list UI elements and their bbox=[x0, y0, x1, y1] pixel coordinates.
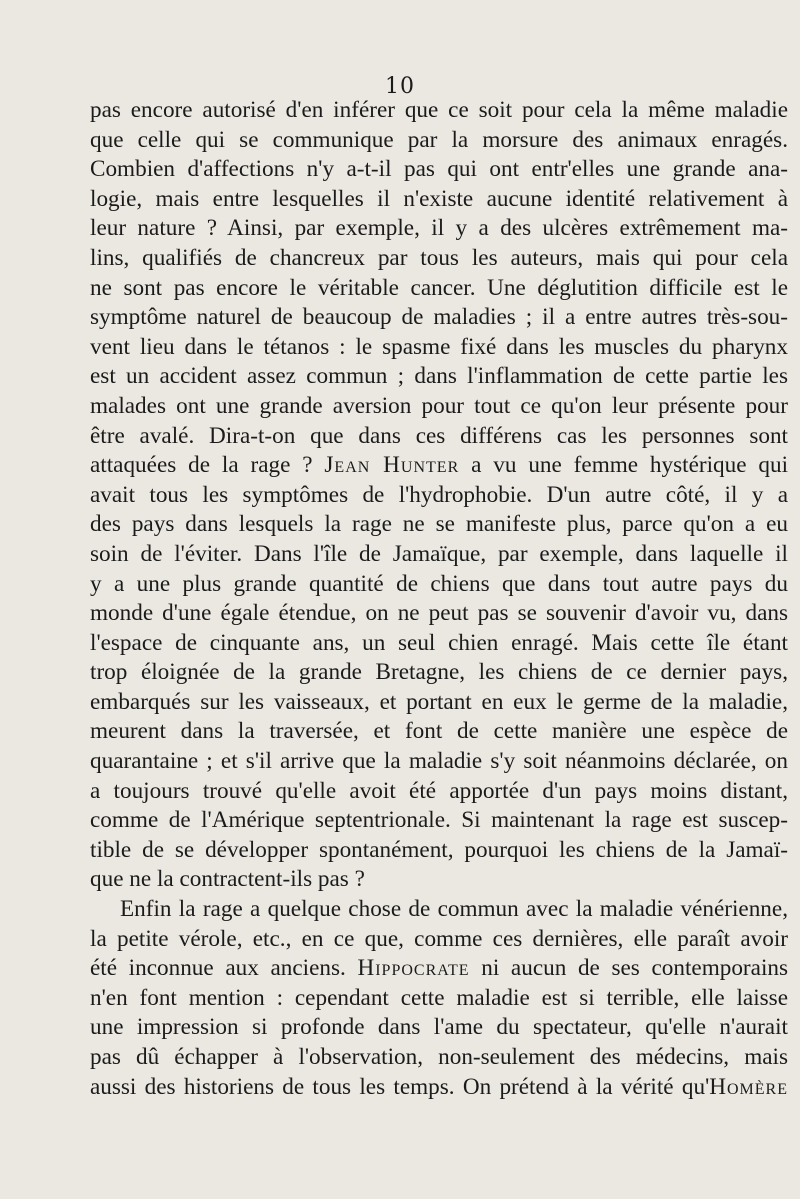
text-line: n'en font mention : cependant cette maladie est si terrible, elle laisse bbox=[90, 984, 788, 1011]
text-line: soin de l'éviter. Dans l'île de Jamaïque, par exemple, dans laquelle il bbox=[90, 540, 788, 567]
paragraph-end-line: que ne la contractent-ils pas ? bbox=[90, 866, 365, 893]
text-line: avait tous les symptômes de l'hydrophobie. D'un autre côté, il y a bbox=[90, 481, 788, 508]
author-name: Jean Hunter bbox=[324, 452, 460, 479]
text-line: été inconnue aux anciens. Hippocrate ni aucun de ses contemporains bbox=[90, 955, 788, 982]
text-line: ne sont pas encore le véritable cancer. Une déglutition difficile est le bbox=[90, 274, 788, 301]
text-line: vent lieu dans le tétanos : le spasme fixé dans les muscles du pharynx bbox=[90, 333, 788, 360]
text-line: trop éloignée de la grande Bretagne, les chiens de ce dernier pays, bbox=[90, 659, 788, 686]
text-line: logie, mais entre lesquelles il n'existe aucune identité relativement à bbox=[90, 185, 788, 212]
text-line: des pays dans lesquels la rage ne se manifeste plus, parce qu'on a eu bbox=[90, 511, 788, 538]
author-name: Hippocrate bbox=[357, 955, 470, 982]
text-line: la petite vérole, etc., en ce que, comme ces dernières, elle paraît avoir bbox=[90, 925, 788, 952]
text-line: comme de l'Amérique septentrionale. Si maintenant la rage est suscep- bbox=[90, 807, 788, 834]
text-line: Combien d'affections n'y a-t-il pas qui ont entr'elles une grande ana- bbox=[90, 156, 788, 183]
author-name: Homère bbox=[709, 1073, 788, 1100]
text-line: quarantaine ; et s'il arrive que la maladie s'y soit néanmoins déclarée, on bbox=[90, 748, 788, 775]
text-line: une impression si profonde dans l'ame du spectateur, qu'elle n'aurait bbox=[90, 1014, 788, 1041]
text-line: monde d'une égale étendue, on ne peut pas se souvenir d'avoir vu, dans bbox=[90, 600, 788, 627]
page-number: 10 bbox=[385, 74, 415, 99]
text-line: aussi des historiens de tous les temps. On prétend à la vérité qu'Homère bbox=[90, 1073, 788, 1100]
text-line: y a une plus grande quantité de chiens que dans tout autre pays du bbox=[90, 570, 788, 597]
text-line: malades ont une grande aversion pour tout ce qu'on leur présente pour bbox=[90, 392, 788, 419]
text-line: a toujours trouvé qu'elle avoit été apportée d'un pays moins distant, bbox=[90, 777, 788, 804]
text-line: pas encore autorisé d'en inférer que ce soit pour cela la même maladie bbox=[90, 97, 788, 123]
text-line: est un accident assez commun ; dans l'inflammation de cette partie les bbox=[90, 363, 788, 390]
text-line: leur nature ? Ainsi, par exemple, il y a des ulcères extrêmement ma- bbox=[90, 215, 788, 242]
paragraph-start-line: Enfin la rage a quelque chose de commun avec la maladie vénérienne, bbox=[120, 896, 788, 923]
text-line: embarqués sur les vaisseaux, et portant en eux le germe de la maladie, bbox=[90, 688, 788, 715]
text-line: symptôme naturel de beaucoup de maladies ; il a entre autres très-sou- bbox=[90, 304, 788, 331]
text-line: pas dû échapper à l'observation, non-seulement des médecins, mais bbox=[90, 1044, 788, 1070]
text-line: l'espace de cinquante ans, un seul chien enragé. Mais cette île étant bbox=[90, 629, 788, 656]
body-text bbox=[90, 96, 788, 1102]
text-line: être avalé. Dira-t-on que dans ces différens cas les personnes sont bbox=[90, 422, 788, 449]
text-line: tible de se développer spontanément, pourquoi les chiens de la Jamaï- bbox=[90, 836, 788, 863]
text-line: que celle qui se communique par la morsure des animaux enragés. bbox=[90, 126, 788, 153]
text-line: lins, qualifiés de chancreux par tous les auteurs, mais qui pour cela bbox=[90, 244, 788, 271]
text-line: attaquées de la rage ? Jean Hunter a vu une femme hystérique qui bbox=[90, 452, 788, 479]
text-line: meurent dans la traversée, et font de cette manière une espèce de bbox=[90, 718, 788, 745]
